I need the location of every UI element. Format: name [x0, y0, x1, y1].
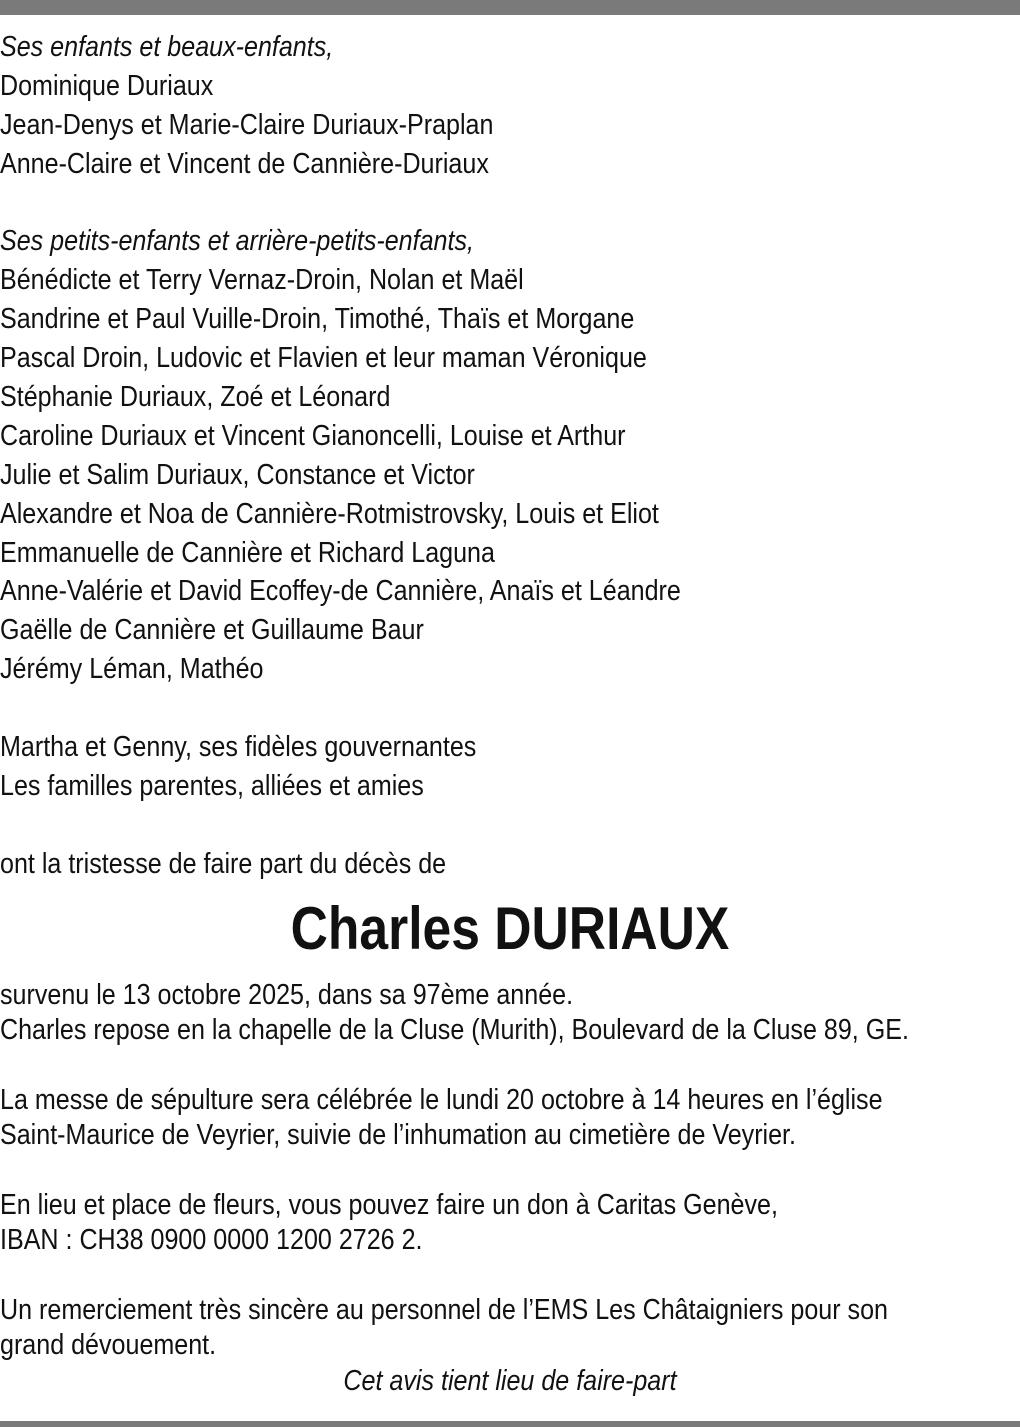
grandchild-entry: Emmanuelle de Cannière et Richard Laguna [0, 536, 495, 569]
grandchild-entry: Julie et Salim Duriaux, Constance et Victor [0, 458, 475, 491]
death-date-line: survenu le 13 octobre 2025, dans sa 97ème année. [0, 978, 574, 1011]
grandchild-entry: Caroline Duriaux et Vincent Gianoncelli, Louise et Arthur [0, 419, 626, 452]
other-mourner-entry: Martha et Genny, ses fidèles gouvernantes [0, 731, 477, 764]
grandchild-entry: Alexandre et Noa de Cannière-Rotmistrovsky, Louis et Eliot [0, 497, 659, 530]
funeral-mass-line: Saint-Maurice de Veyrier, suivie de l’inhumation au cimetière de Veyrier. [0, 1118, 797, 1151]
grandchild-entry: Stéphanie Duriaux, Zoé et Léonard [0, 381, 391, 414]
grandchildren-heading: Ses petits-enfants et arrière-petits-enfants, [0, 225, 474, 258]
child-entry: Dominique Duriaux [0, 69, 214, 102]
funeral-mass-line: La messe de sépulture sera célébrée le lundi 20 octobre à 14 heures en l’église [0, 1083, 883, 1116]
other-mourner-entry: Les familles parentes, alliées et amies [0, 769, 424, 802]
thanks-line: Un remerciement très sincère au personnel de l’EMS Les Châtaigniers pour son [0, 1293, 888, 1326]
rest-place-line: Charles repose en la chapelle de la Cluse (Murith), Boulevard de la Cluse 89, GE. [0, 1013, 909, 1046]
child-entry: Anne-Claire et Vincent de Cannière-Duriaux [0, 147, 489, 180]
thanks-line: grand dévouement. [0, 1328, 217, 1361]
child-entry: Jean-Denys et Marie-Claire Duriaux-Praplan [0, 108, 494, 141]
bottom-rule [0, 1421, 1020, 1427]
obituary-notice [0, 28, 1020, 1399]
grandchild-entry: Jérémy Léman, Mathéo [0, 653, 264, 686]
grandchild-entry: Anne-Valérie et David Ecoffey-de Cannière, Anaïs et Léandre [0, 575, 681, 608]
children-heading: Ses enfants et beaux-enfants, [0, 31, 334, 63]
grandchild-entry: Pascal Droin, Ludovic et Flavien et leur maman Véronique [0, 342, 647, 375]
deceased-name: Charles DURIAUX [290, 894, 730, 962]
grandchild-entry: Bénédicte et Terry Vernaz-Droin, Nolan et Maël [0, 264, 524, 297]
top-rule [0, 0, 1020, 15]
announcement-text: ont la tristesse de faire part du décès de [0, 847, 447, 880]
donation-line: En lieu et place de fleurs, vous pouvez faire un don à Caritas Genève, [0, 1188, 778, 1221]
grandchild-entry: Sandrine et Paul Vuille-Droin, Timothé, Thaïs et Morgane [0, 303, 635, 336]
closing-note: Cet avis tient lieu de faire-part [343, 1364, 677, 1397]
grandchild-entry: Gaëlle de Cannière et Guillaume Baur [0, 614, 424, 647]
iban-line: IBAN : CH38 0900 0000 1200 2726 2. [0, 1223, 423, 1256]
